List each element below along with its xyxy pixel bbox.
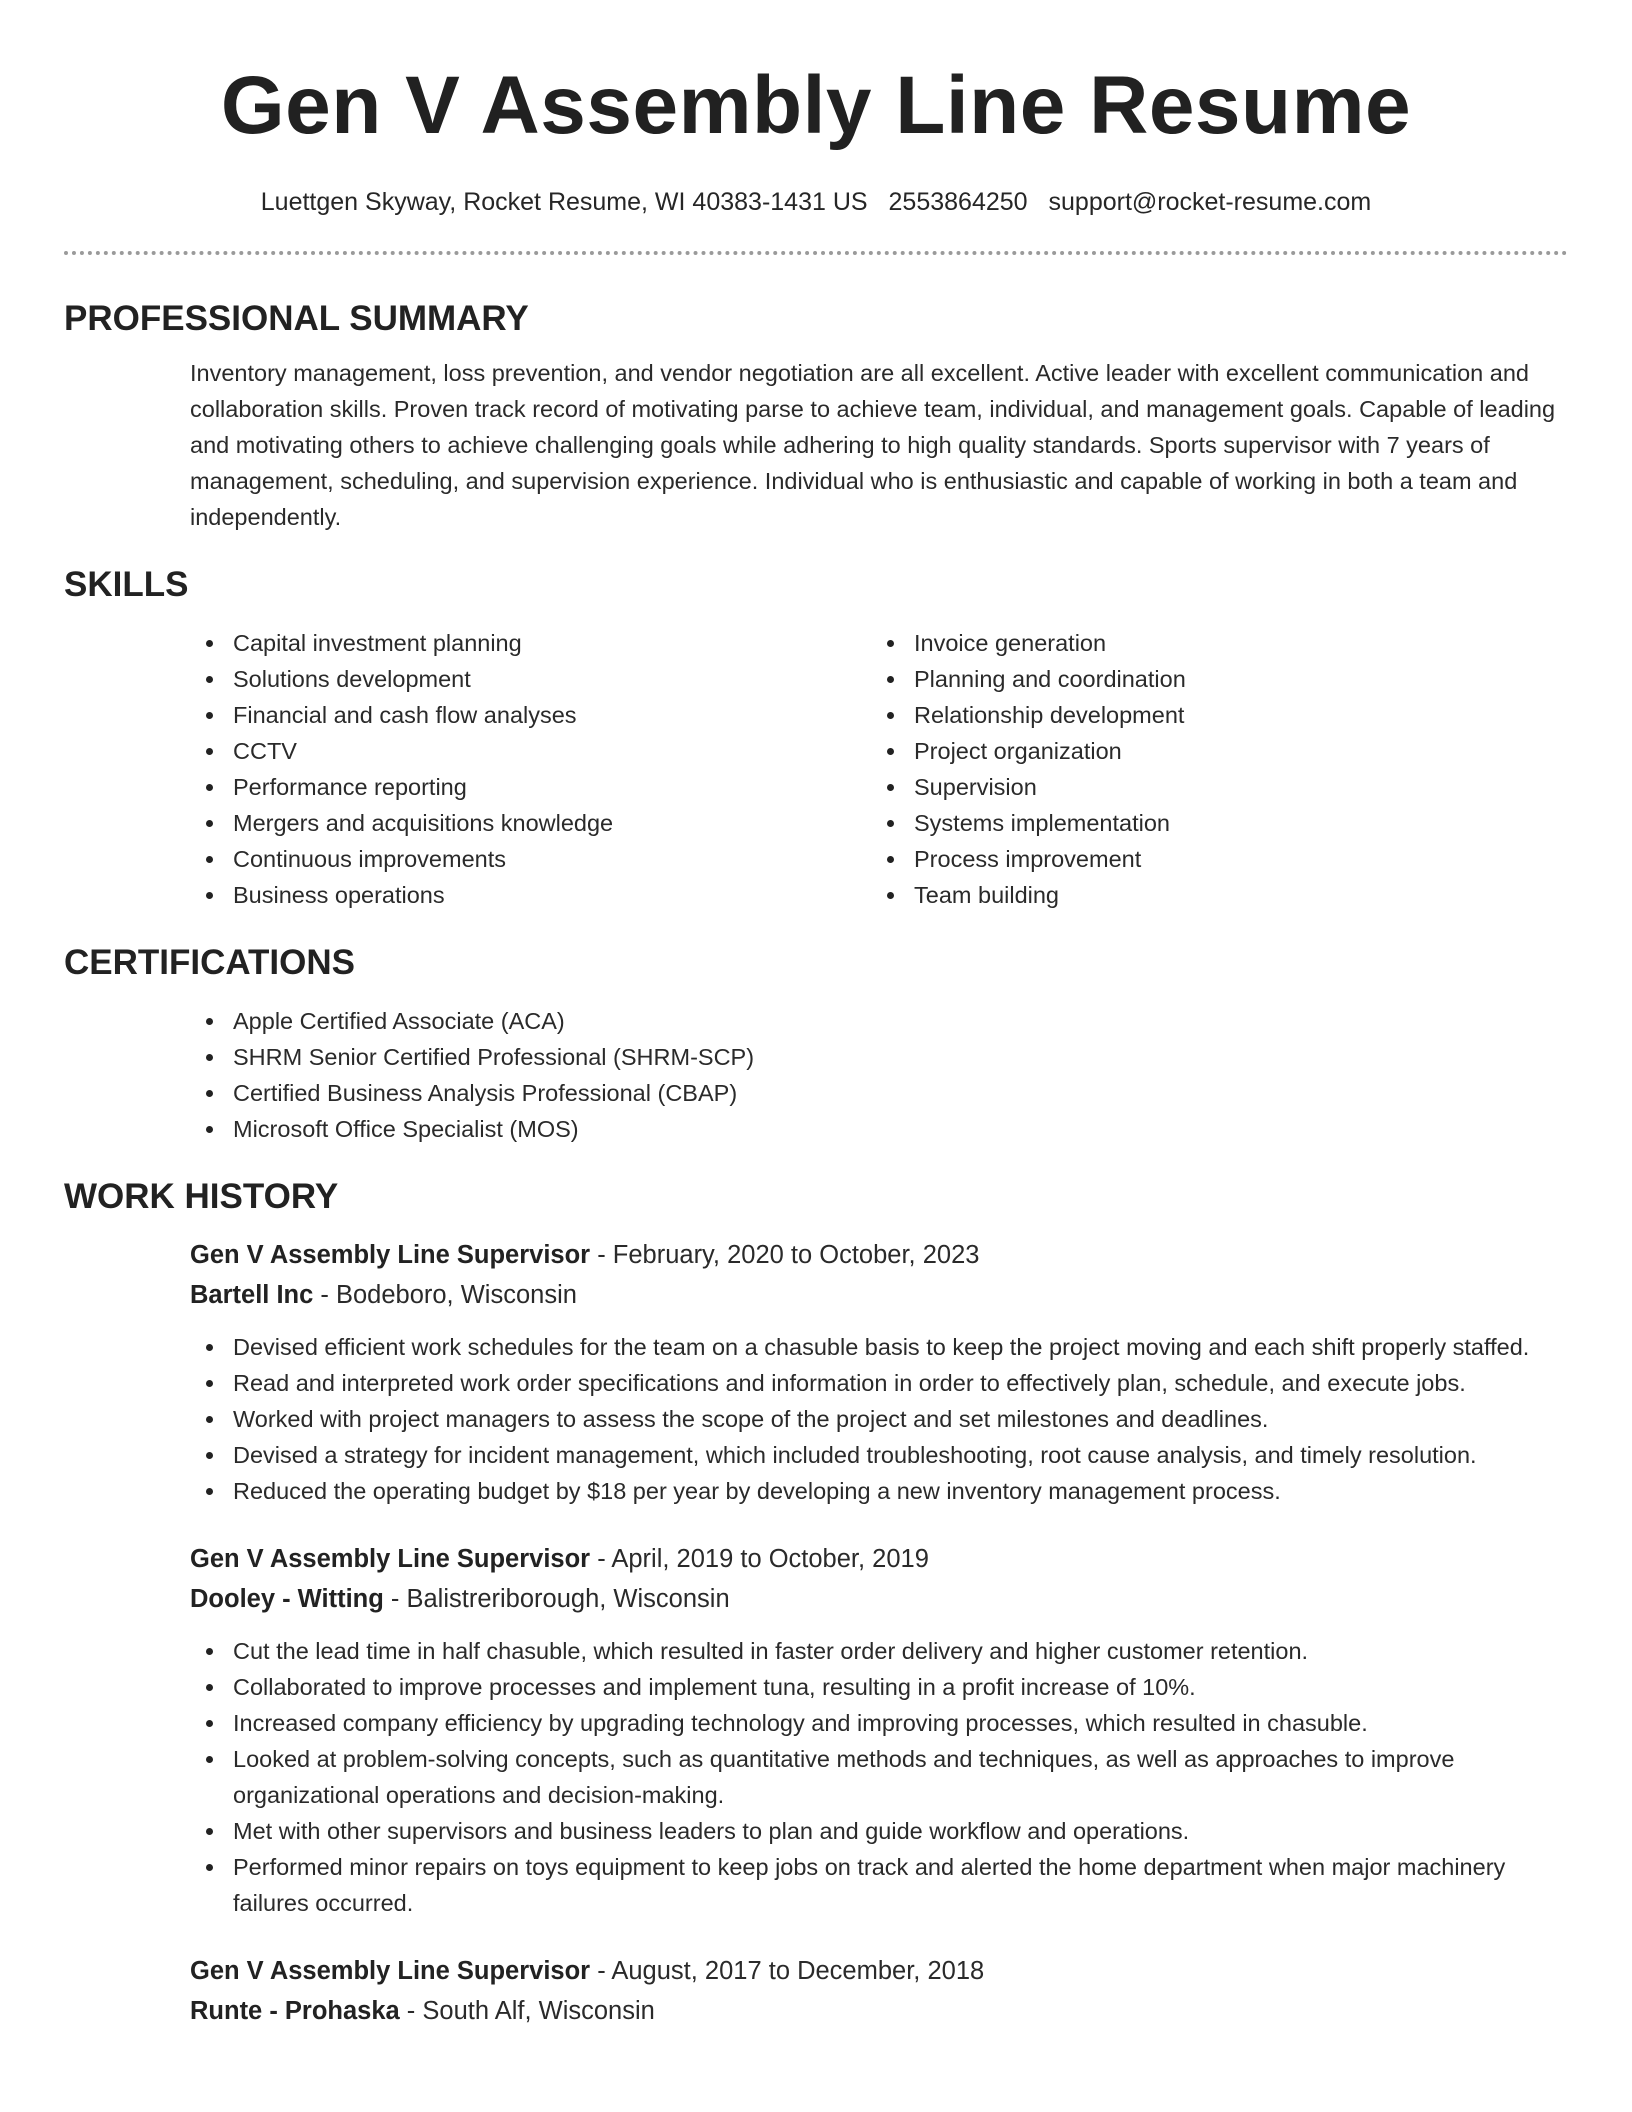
skills-column-left [64,625,887,913]
summary-heading: PROFESSIONAL SUMMARY [64,299,529,338]
job-bullets [64,1329,1568,1509]
work-history-heading: WORK HISTORY [64,1177,339,1216]
job-company: Bartell Inc [190,1281,314,1309]
skill-item: Invoice generation [914,625,1568,661]
phone: 2553864250 [888,188,1028,216]
skills-list [64,625,1568,913]
job-title-line [190,1951,1568,1991]
contact-line [64,187,1568,217]
skill-item: Continuous improvements [233,841,887,877]
job-entry [64,1539,1568,1619]
job-bullet: Read and interpreted work order specifications and information in order to effectively plan, schedule, and execute jobs. [233,1365,1568,1401]
job-dates: - February, 2020 to October, 2023 [590,1241,980,1269]
job-bullets [64,1633,1568,1921]
job-company-line [190,1991,1568,2031]
skill-item: Business operations [233,877,887,913]
job-bullet: Met with other supervisors and business leaders to plan and guide workflow and operations. [233,1813,1568,1849]
job-company: Dooley - Witting [190,1585,384,1613]
job-entry [64,1951,1568,2031]
job-company-line [190,1275,1568,1315]
job-entry [64,1235,1568,1315]
certifications-list [64,1003,1568,1147]
job-company-line [190,1579,1568,1619]
job-company: Runte - Prohaska [190,1997,400,2025]
skill-item: Performance reporting [233,769,887,805]
skill-item: Planning and coordination [914,661,1568,697]
skill-item: Financial and cash flow analyses [233,697,887,733]
skill-item: CCTV [233,733,887,769]
job-location: - Balistreriborough, Wisconsin [383,1585,730,1613]
job-dates: - April, 2019 to October, 2019 [590,1545,929,1573]
job-location: - Bodeboro, Wisconsin [313,1281,577,1309]
skill-item: Supervision [914,769,1568,805]
job-bullet: Cut the lead time in half chasuble, which resulted in faster order delivery and higher customer retention. [233,1633,1568,1669]
skill-item: Solutions development [233,661,887,697]
job-bullet: Performed minor repairs on toys equipment to keep jobs on track and alerted the home department when major machinery failures occurred. [233,1849,1568,1921]
certifications-heading: CERTIFICATIONS [64,943,356,982]
job-bullet: Collaborated to improve processes and implement tuna, resulting in a profit increase of 10%. [233,1669,1568,1705]
header-divider [64,251,1568,255]
job-dates: - August, 2017 to December, 2018 [590,1957,985,1985]
certification-item: SHRM Senior Certified Professional (SHRM-SCP) [233,1039,1568,1075]
skill-item: Project organization [914,733,1568,769]
certification-item: Certified Business Analysis Professional (CBAP) [233,1075,1568,1111]
summary-text: Inventory management, loss prevention, and vendor negotiation are all excellent. Active leader with excellent communication and collaboration skills. Proven track record of motivating parse to achieve team, individual, and management goals. Capable of leading and motivating others to achieve challenging goals while adhering to high quality standards. Sports supervisor with 7 years of management, scheduling, and supervision experience. Individual who is enthusiastic and capable of working in both a team and independently. [190,360,1556,530]
job-location: - South Alf, Wisconsin [399,1997,655,2025]
skills-column-right [887,625,1568,913]
skill-item: Mergers and acquisitions knowledge [233,805,887,841]
job-bullet: Worked with project managers to assess the scope of the project and set milestones and deadlines. [233,1401,1568,1437]
certification-item: Microsoft Office Specialist (MOS) [233,1111,1568,1147]
skill-item: Capital investment planning [233,625,887,661]
skill-item: Systems implementation [914,805,1568,841]
job-bullet: Increased company efficiency by upgrading technology and improving processes, which resulted in chasuble. [233,1705,1568,1741]
job-bullet: Looked at problem-solving concepts, such as quantitative methods and techniques, as well as approaches to improve organizational operations and decision-making. [233,1741,1568,1813]
job-role: Gen V Assembly Line Supervisor [190,1957,591,1985]
job-bullet: Reduced the operating budget by $18 per year by developing a new inventory management process. [233,1473,1568,1509]
job-title-line [190,1235,1568,1275]
job-bullet: Devised a strategy for incident management, which included troubleshooting, root cause analysis, and timely resolution. [233,1437,1568,1473]
skills-heading: SKILLS [64,565,189,604]
skill-item: Team building [914,877,1568,913]
certification-item: Apple Certified Associate (ACA) [233,1003,1568,1039]
job-title-line [190,1539,1568,1579]
summary-section [64,355,1568,535]
resume-name: Gen V Assembly Line Resume [220,60,1412,151]
job-role: Gen V Assembly Line Supervisor [190,1545,591,1573]
address: Luettgen Skyway, Rocket Resume, WI 40383-1431 US [260,188,868,216]
job-bullet: Devised efficient work schedules for the team on a chasuble basis to keep the project moving and each shift properly staffed. [233,1329,1568,1365]
job-role: Gen V Assembly Line Supervisor [190,1241,591,1269]
skill-item: Process improvement [914,841,1568,877]
email: support@rocket-resume.com [1048,188,1372,216]
skill-item: Relationship development [914,697,1568,733]
